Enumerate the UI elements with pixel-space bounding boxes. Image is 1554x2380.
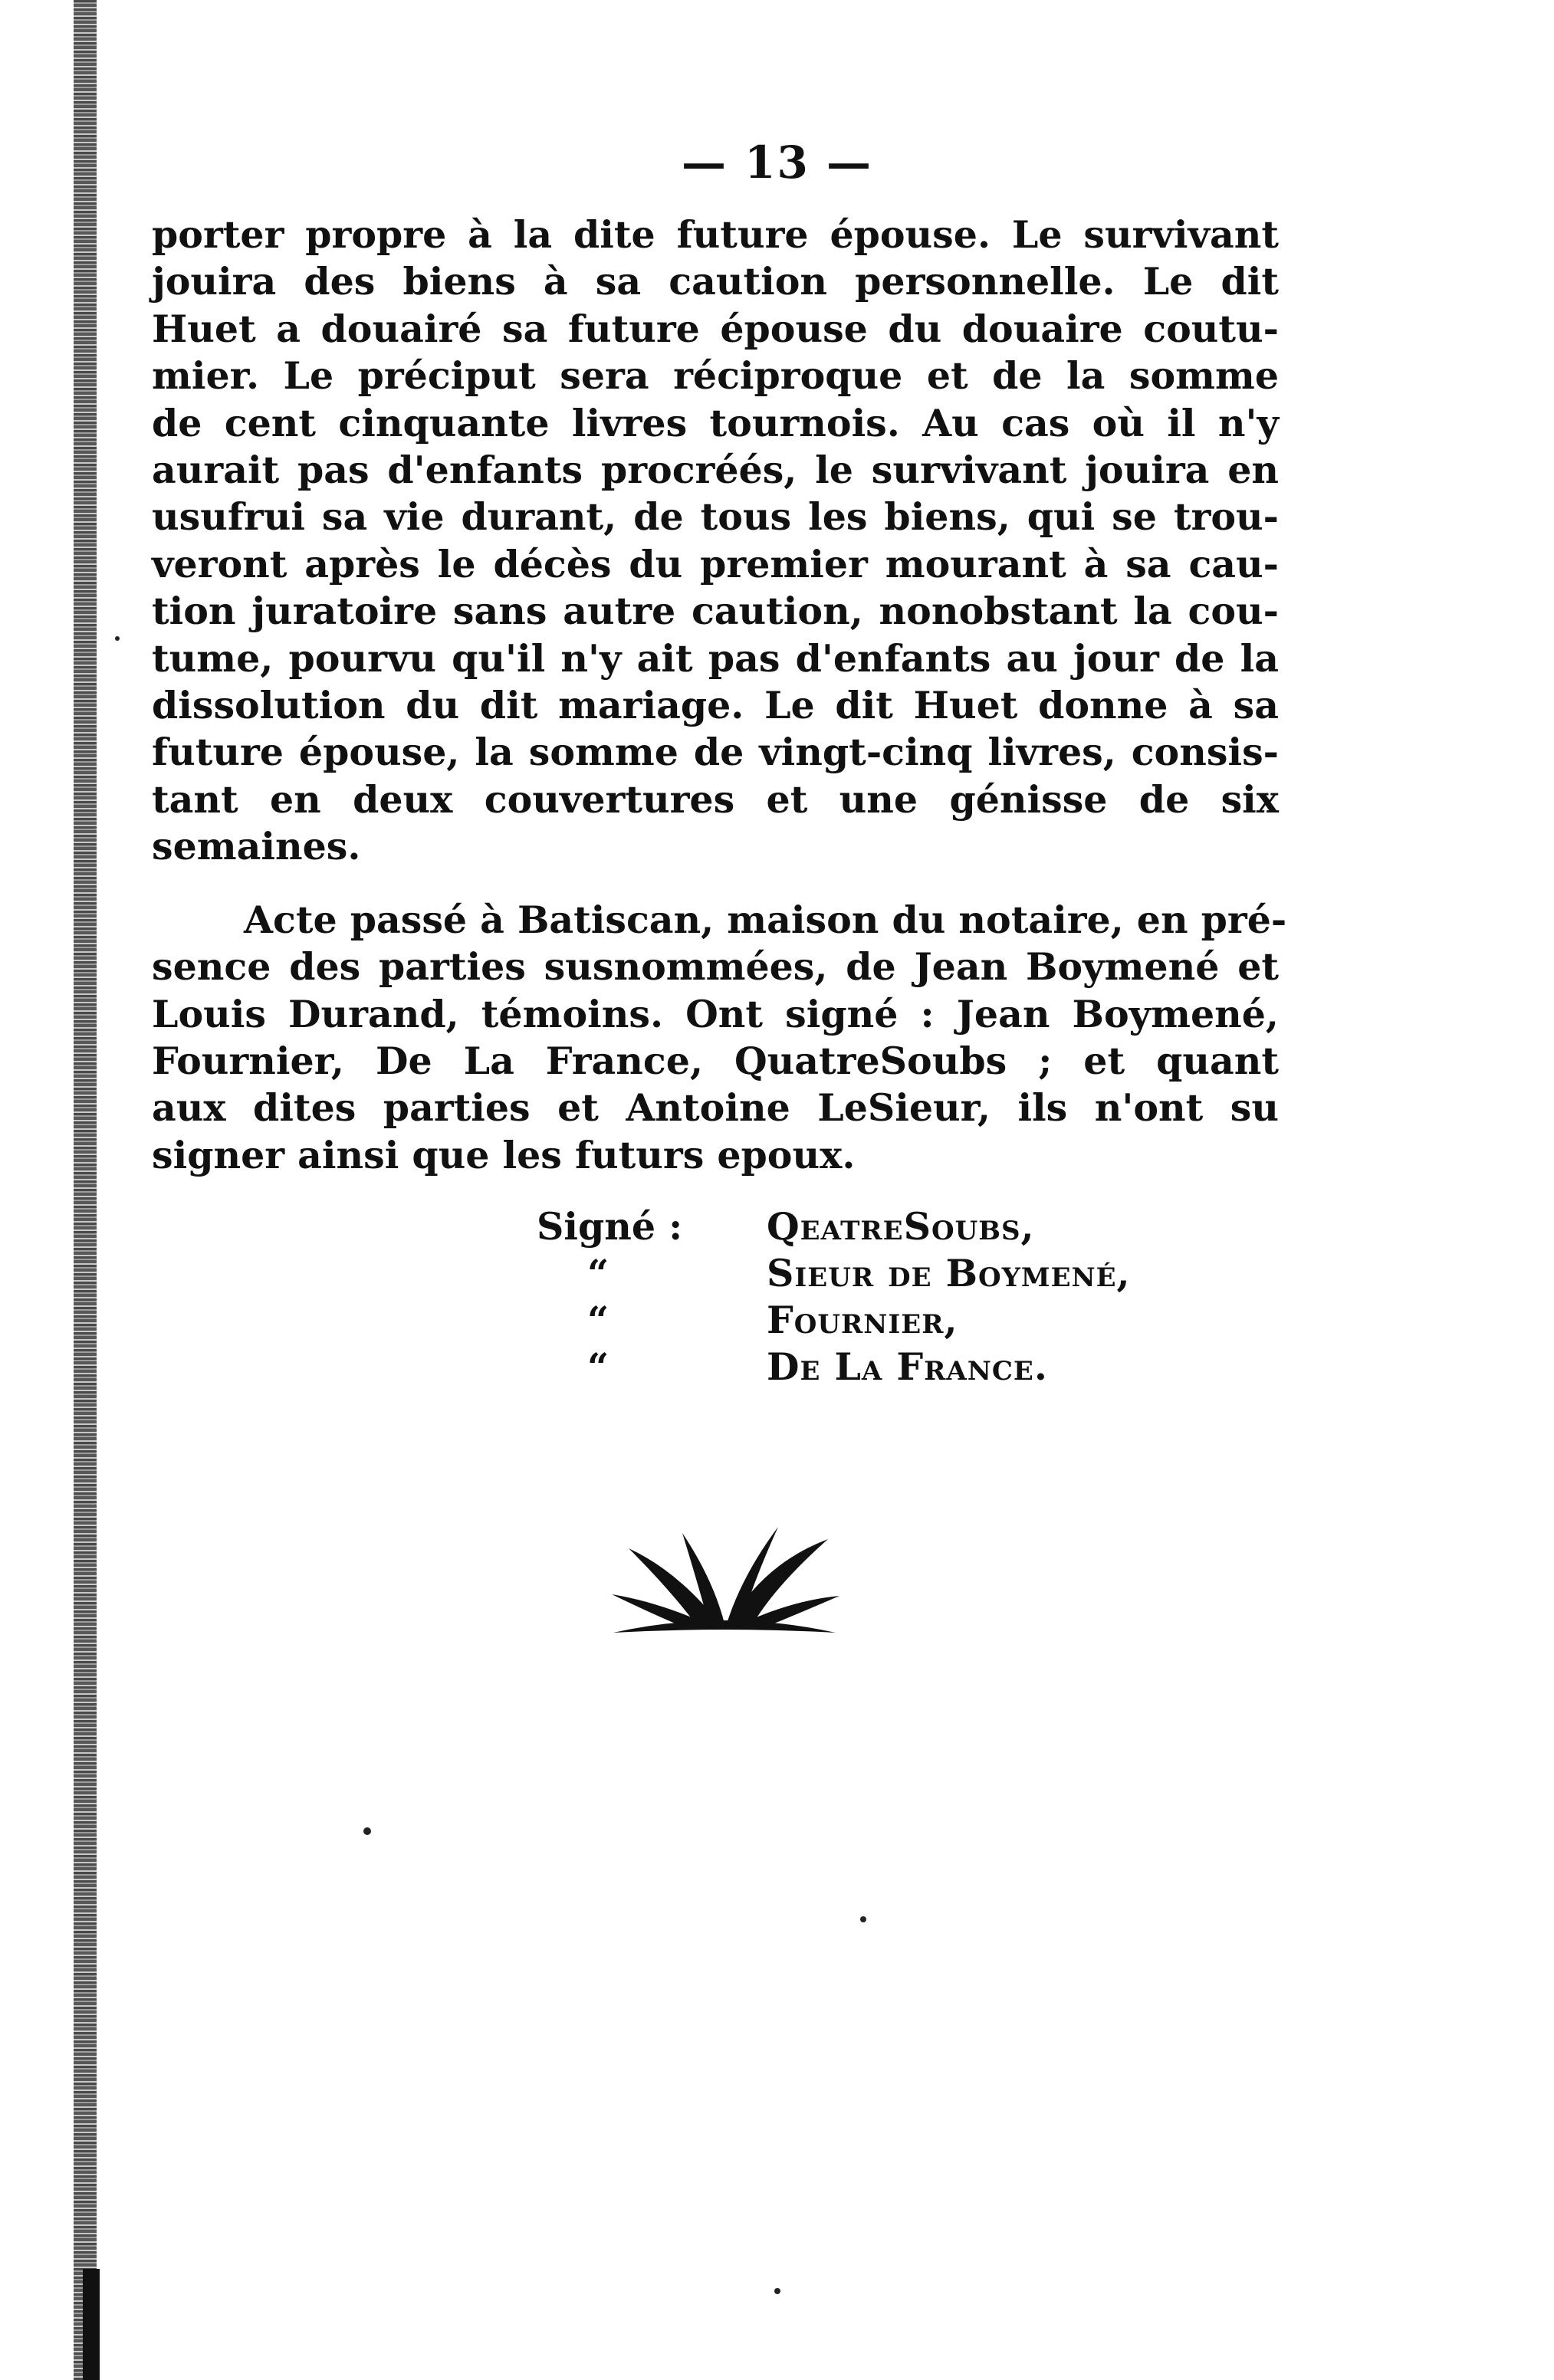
text-line: de cent cinquante livres tournois. Au cas où il n'y	[152, 400, 1279, 445]
text-line: veront après le décès du premier mourant à sa cau-	[152, 541, 1279, 586]
signature-name: Fournier,	[767, 1298, 958, 1342]
scan-speck	[860, 1916, 866, 1922]
text-line: aurait pas d'enfants procréés, le survivant jouira en	[152, 448, 1279, 493]
text-line: Fournier, De La France, QuatreSoubs ; et quant	[152, 1038, 1279, 1083]
text-line: Acte passé à Batiscan, maison du notaire, en pré-	[244, 897, 1287, 942]
ditto-mark: “	[587, 1251, 609, 1295]
paragraph-2	[152, 897, 1287, 1179]
paragraph-gap	[152, 871, 1279, 897]
ditto-mark: “	[587, 1344, 609, 1389]
binding-edge-tail	[83, 2269, 100, 2380]
ditto-mark: “	[587, 1298, 609, 1342]
text-line: future épouse, la somme de vingt-cinq livres, consis-	[152, 730, 1279, 775]
text-line: sence des parties susnommées, de Jean Boymené et	[152, 944, 1279, 990]
text-line: signer ainsi que les futurs epoux.	[152, 1132, 856, 1177]
signature-row	[537, 1250, 1303, 1297]
scan-speck	[363, 1827, 371, 1835]
signature-row	[537, 1344, 1303, 1390]
paragraph-1	[152, 212, 1279, 871]
text-line: jouira des biens à sa caution personnelle. Le dit	[152, 259, 1279, 304]
text-line: aux dites parties et Antoine LeSieur, ils n'ont su	[152, 1085, 1279, 1131]
signature-block	[537, 1203, 1303, 1390]
signature-row	[537, 1297, 1303, 1344]
text-line: dissolution du dit mariage. Le dit Huet donne à sa	[152, 683, 1279, 728]
page-number: — 13 —	[681, 136, 873, 189]
text-line: Huet a douairé sa future épouse du douaire coutu-	[152, 306, 1279, 351]
signature-name: De La France.	[767, 1344, 1048, 1389]
text-line: semaines.	[152, 824, 361, 869]
signature-name: QeatreSoubs,	[767, 1204, 1035, 1249]
scan-speck	[115, 636, 120, 641]
fleuron-ornament-icon	[606, 1518, 843, 1648]
text-line: tume, pourvu qu'il n'y ait pas d'enfants au jour de la	[152, 635, 1279, 681]
body-text	[152, 212, 1287, 1179]
text-line: mier. Le préciput sera réciproque et de la somme	[152, 353, 1279, 399]
signature-name: Sieur de Boymené,	[767, 1251, 1131, 1295]
text-line: Louis Durand, témoins. Ont signé : Jean Boymené,	[152, 991, 1279, 1036]
binding-edge	[74, 0, 97, 2380]
text-line: usufrui sa vie durant, de tous les biens, qui se trou-	[152, 494, 1279, 540]
text-line: tion juratoire sans autre caution, nonobstant la cou-	[152, 589, 1279, 634]
text-line: porter propre à la dite future épouse. Le survivant	[152, 212, 1279, 257]
signed-label: Signé :	[537, 1204, 683, 1249]
scan-speck	[774, 2288, 780, 2294]
signature-row	[537, 1203, 1303, 1250]
text-line: tant en deux couvertures et une génisse de six	[152, 776, 1279, 822]
